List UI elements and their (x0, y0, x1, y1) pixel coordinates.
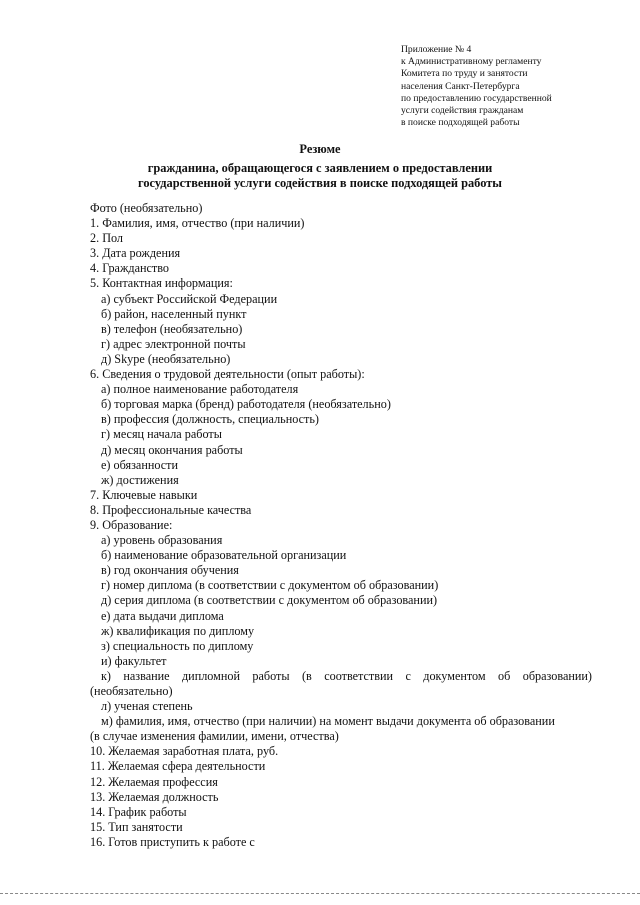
page-bottom-divider (0, 893, 640, 894)
subfield-education-level: а) уровень образования (101, 533, 223, 548)
subfield-duties: е) обязанности (101, 457, 179, 472)
field-key-skills: 7. Ключевые навыки (90, 487, 198, 502)
subfield-employer-brand: б) торговая марка (бренд) работодателя (необязательно) (101, 397, 391, 412)
subfield-start-month: г) месяц начала работы (101, 427, 222, 442)
field-photo: Фото (необязательно) (90, 201, 203, 215)
resume-fields-list (90, 201, 592, 850)
title-line: гражданина, обращающегося с заявлением о предоставлении (147, 160, 493, 175)
field-birth-date: 3. Дата рождения (90, 246, 181, 261)
subfield-diploma-number: г) номер диплома (в соответствии с документом об образовании) (101, 578, 439, 593)
appendix-block (401, 44, 631, 129)
subfield-locality: б) район, населенный пункт (101, 306, 247, 321)
subfield-faculty: и) факультет (101, 653, 167, 668)
field-work-experience: 6. Сведения о трудовой деятельности (опыт работы): (90, 367, 365, 382)
title-line: государственной услуги содействия в поиске подходящей работы (138, 176, 502, 191)
thesis-title-line: к) название дипломной работы (в соответствии с документом об образовании) (101, 668, 592, 683)
subfield-region: а) субъект Российской Федерации (101, 291, 278, 306)
appendix-line: Комитета по труду и занятости (401, 68, 528, 80)
appendix-line: услуги содействия гражданам (401, 105, 524, 117)
thesis-title-continuation: (необязательно) (90, 684, 173, 698)
name-at-issue-continuation: (в случае изменения фамилии, имени, отчества) (90, 729, 339, 744)
subfield-graduation-year: в) год окончания обучения (101, 563, 239, 578)
document-title (0, 142, 640, 192)
subfield-achievements: ж) достижения (101, 472, 179, 487)
subfield-academic-degree: л) ученая степень (101, 699, 193, 714)
appendix-line: в поиске подходящей работы (401, 117, 520, 129)
subfield-skype: д) Skype (необязательно) (101, 351, 231, 366)
appendix-line: к Административному регламенту (401, 56, 542, 68)
title-main: Резюме (299, 142, 341, 156)
field-desired-sphere: 11. Желаемая сфера деятельности (90, 759, 266, 774)
subfield-phone: в) телефон (необязательно) (101, 321, 243, 336)
subfield-diploma-date: е) дата выдачи диплома (101, 608, 224, 623)
field-gender: 2. Пол (90, 231, 124, 246)
field-education: 9. Образование: (90, 517, 173, 532)
field-contact-info: 5. Контактная информация: (90, 276, 233, 291)
field-desired-salary: 10. Желаемая заработная плата, руб. (90, 744, 279, 759)
field-employment-type: 15. Тип занятости (90, 819, 183, 834)
appendix-line: по предоставлению государственной (401, 92, 552, 104)
subfield-profession: в) профессия (должность, специальность) (101, 412, 319, 427)
subfield-name-at-issue (90, 714, 592, 744)
appendix-line: населения Санкт-Петербурга (401, 80, 520, 92)
subfield-thesis-title (90, 669, 592, 699)
subfield-specialty: з) специальность по диплому (101, 638, 254, 653)
subfield-qualification: ж) квалификация по диплому (101, 623, 255, 638)
field-desired-profession: 12. Желаемая профессия (90, 774, 218, 789)
subfield-employer-name: а) полное наименование работодателя (101, 382, 299, 397)
subfield-email: г) адрес электронной почты (101, 336, 246, 351)
name-at-issue-line: м) фамилия, имя, отчество (при наличии) на момент выдачи документа об образовании (101, 714, 555, 729)
subfield-diploma-series: д) серия диплома (в соответствии с документом об образовании) (101, 593, 438, 608)
subfield-end-month: д) месяц окончания работы (101, 442, 243, 457)
field-work-schedule: 14. График работы (90, 804, 187, 819)
field-start-date: 16. Готов приступить к работе с (90, 834, 255, 849)
field-professional-qualities: 8. Профессиональные качества (90, 502, 252, 517)
subfield-institution-name: б) наименование образовательной организации (101, 548, 347, 563)
field-citizenship: 4. Гражданство (90, 261, 170, 276)
field-desired-position: 13. Желаемая должность (90, 789, 219, 804)
field-full-name: 1. Фамилия, имя, отчество (при наличии) (90, 216, 305, 231)
appendix-line: Приложение № 4 (401, 44, 472, 55)
